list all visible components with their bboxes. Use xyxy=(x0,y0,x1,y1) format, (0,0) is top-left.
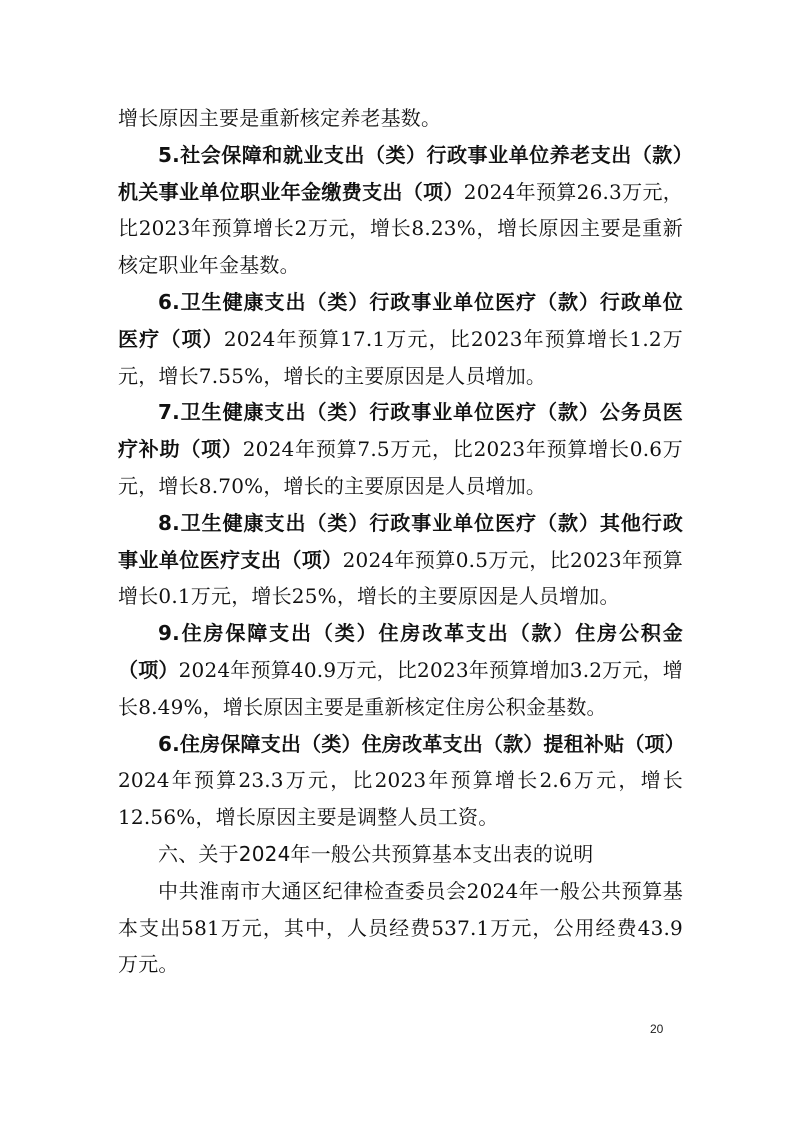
item-text: 2024年预算7.5万元，比2023年预算增长0.6万元，增长8.70%，增长的主要原因是人员增加。 xyxy=(118,437,684,498)
section-body-text: 中共淮南市大通区纪律检查委员会2024年一般公共预算基本支出581万元，其中，人员经费537.1万元，公用经费43.9万元。 xyxy=(118,878,683,977)
paragraph-continuation xyxy=(118,100,683,137)
paragraph-text: 增长原因主要是重新核定养老基数。 xyxy=(118,106,442,130)
paragraph-item-7 xyxy=(118,394,683,504)
page-number: 20 xyxy=(650,1022,664,1036)
item-heading: 6.住房保障支出（类）住房改革支出（款）提租补贴（项） xyxy=(158,731,685,756)
item-heading: 6.卫生健康支出（类）行政事业单位医疗（款）行政单位医疗（项） xyxy=(118,289,683,351)
paragraph-item-9 xyxy=(118,615,683,725)
paragraph-item-6b xyxy=(118,726,683,836)
item-heading: 8.卫生健康支出（类）行政事业单位医疗（款）其他行政事业单位医疗支出（项） xyxy=(118,510,683,572)
item-text: 2024年预算40.9万元，比2023年预算增加3.2万元，增长8.49%，增长原因主要是重新核定住房公积金基数。 xyxy=(118,657,683,719)
paragraph-item-8 xyxy=(118,505,683,615)
item-text: 2024年预算17.1万元，比2023年预算增长1.2万元，增长7.55%，增长的主要原因是人员增加。 xyxy=(118,326,683,388)
item-heading: 9.住房保障支出（类）住房改革支出（款）住房公积金（项） xyxy=(118,621,683,682)
section-body xyxy=(118,873,683,983)
item-text: 2024年预算26.3万元，比2023年预算增长2万元，增长8.23%，增长原因主要是重新核定职业年金基数。 xyxy=(118,179,683,278)
item-text: 2024年预算23.3万元，比2023年预算增长2.6万元，增长12.56%，增长原因主要是调整人员工资。 xyxy=(118,768,683,830)
item-heading: 5.社会保障和就业支出（类）行政事业单位养老支出（款）机关事业单位职业年金缴费支出（项） xyxy=(118,142,683,204)
item-heading: 7.卫生健康支出（类）行政事业单位医疗（款）公务员医疗补助（项） xyxy=(118,400,683,462)
paragraph-item-5 xyxy=(118,137,683,284)
item-text: 2024年预算0.5万元，比2023年预算增长0.1万元，增长25%，增长的主要原因是人员增加。 xyxy=(118,547,683,609)
paragraph-item-6 xyxy=(118,284,683,394)
section-heading xyxy=(118,836,683,873)
section-title: 六、关于2024年一般公共预算基本支出表的说明 xyxy=(158,841,594,866)
page-content xyxy=(118,100,683,983)
